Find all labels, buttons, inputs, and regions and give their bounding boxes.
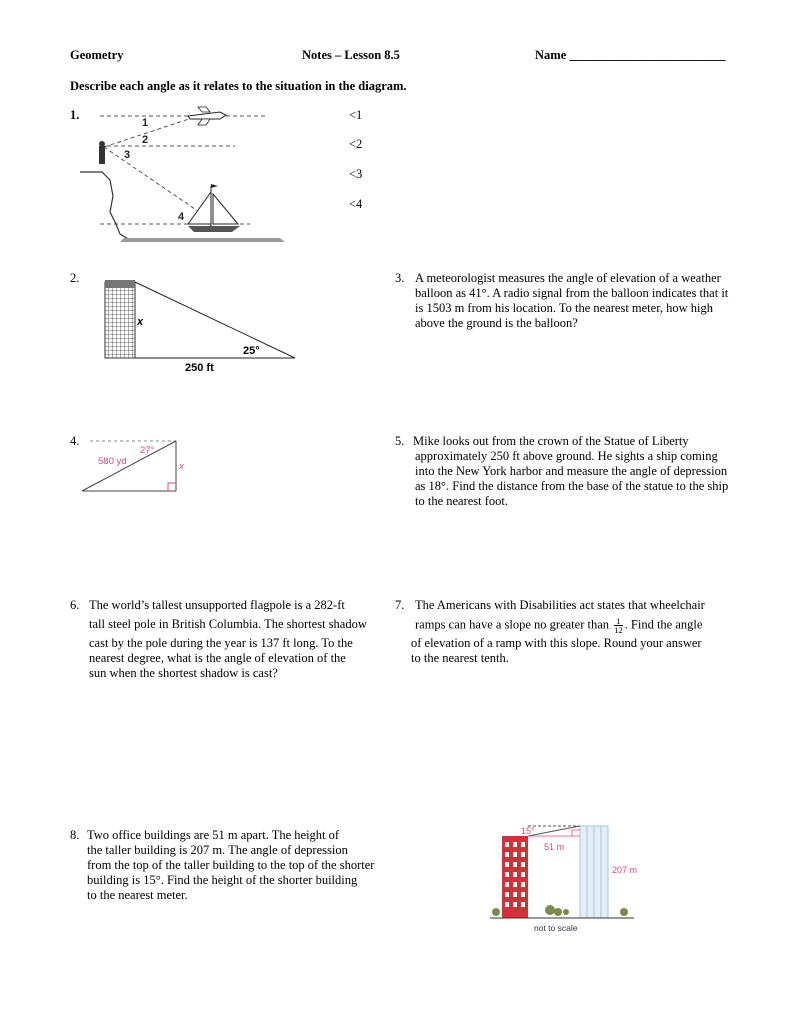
q4-hyp: 580 yd	[98, 456, 127, 467]
q6-number: 6.	[70, 598, 80, 612]
q1-number: 1.	[70, 108, 80, 122]
q6-line-5: sun when the shortest shadow is cast?	[89, 666, 278, 680]
q8-line-1: Two office buildings are 51 m apart. The height of	[87, 828, 340, 842]
q5-line-4: as 18°. Find the distance from the base of the statue to the ship	[415, 479, 729, 493]
q1-label-2: 2	[142, 134, 149, 146]
q5-line-1: Mike looks out from the crown of the Statue of Liberty	[413, 434, 689, 448]
q3-line-1: A meteorologist measures the angle of elevation of a weather	[415, 271, 721, 285]
q1-label-1: 1	[142, 117, 149, 129]
q7-line-1: The Americans with Disabilities act states that wheelchair	[415, 598, 705, 612]
q8-line-3: from the top of the taller building to the top of the shorter	[87, 858, 375, 872]
lesson-title: Notes – Lesson 8.5	[302, 48, 400, 62]
q3-line-3: is 1503 m from his location. To the nearest meter, how high	[415, 301, 713, 315]
q8-line-4: building is 15°. Find the height of the shorter building	[87, 873, 358, 887]
instructions: Describe each angle as it relates to the situation in the diagram.	[70, 79, 407, 93]
q7-line-2	[415, 617, 702, 634]
q5-line-5: to the nearest foot.	[415, 494, 509, 508]
q6-line-2: tall steel pole in British Columbia. The shortest shadow	[89, 617, 367, 631]
q2-diagram	[100, 278, 305, 378]
q8-height: 207 m	[612, 865, 638, 875]
q6-line-4: nearest degree, what is the angle of elevation of the	[89, 651, 346, 665]
q8-distance: 51 m	[544, 842, 565, 852]
q4-side-x: x	[179, 461, 184, 472]
q7-line-3: of elevation of a ramp with this slope. Round your answer	[411, 636, 702, 650]
q1-angle-2: <2	[349, 137, 363, 151]
q4-angle: 27°	[140, 445, 155, 456]
q7-number: 7.	[395, 598, 405, 612]
q5-line-2: approximately 250 ft above ground. He sights a ship coming	[415, 449, 718, 463]
q4-number: 4.	[70, 434, 80, 448]
q2-base: 250 ft	[185, 362, 214, 374]
q1-angle-3: <3	[349, 167, 363, 181]
q4-diagram	[78, 437, 188, 497]
q8-diagram	[488, 820, 638, 938]
sailboat-icon	[188, 184, 240, 232]
q1-angle-1: <1	[349, 108, 363, 122]
q7-line-2-pre: ramps can have a slope no greater than	[415, 617, 610, 632]
q7-line-4: to the nearest tenth.	[411, 651, 509, 665]
q8-angle: 15°	[521, 826, 535, 836]
airplane-icon	[188, 107, 226, 125]
q3-line-2: balloon as 41°. A radio signal from the balloon indicates that it	[415, 286, 729, 300]
q1-label-3: 3	[124, 149, 131, 161]
q8-line-2: the taller building is 207 m. The angle of depression	[87, 843, 348, 857]
q8-caption: not to scale	[534, 923, 578, 933]
q2-side-x: x	[137, 316, 144, 328]
q3-line-4: above the ground is the balloon?	[415, 316, 578, 330]
q1-angle-4: <4	[349, 197, 363, 211]
q1-label-4: 4	[178, 211, 185, 223]
q2-angle: 25°	[243, 345, 260, 357]
q2-number: 2.	[70, 271, 80, 285]
q1-diagram	[80, 100, 290, 250]
q6-line-3: cast by the pole during the year is 137 ft long. To the	[89, 636, 353, 650]
q5-line-3: into the New York harbor and measure the angle of depression	[415, 464, 728, 478]
q7-line-2-post: . Find the angle	[624, 617, 703, 632]
q5-number: 5.	[395, 434, 405, 448]
q3-number: 3.	[395, 271, 405, 285]
observer-icon	[99, 146, 105, 164]
q8-number: 8.	[70, 828, 80, 842]
building-grid	[105, 282, 135, 358]
q7-fraction: $\frac{1}{12}$	[614, 616, 623, 635]
q8-line-5: to the nearest meter.	[87, 888, 188, 902]
name-field-label: Name _________________________	[535, 48, 726, 62]
course-title: Geometry	[70, 48, 124, 62]
q6-line-1: The world’s tallest unsupported flagpole is a 282-ft	[89, 598, 345, 612]
